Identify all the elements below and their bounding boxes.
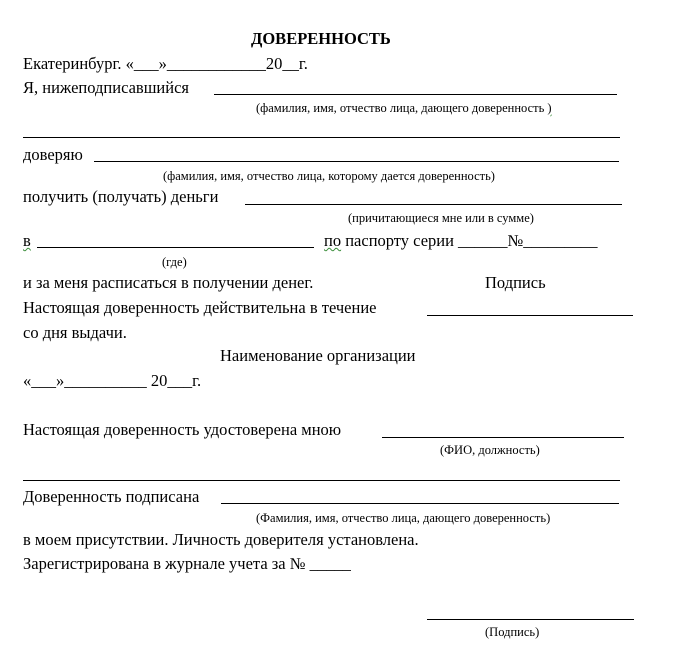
certifier-caption: (ФИО, должность) — [440, 443, 540, 457]
registered-line: Зарегистрирована в журнале учета за № _____ — [23, 554, 351, 573]
agent-caption: (фамилия, имя, отчество лица, которому дается доверенность) — [163, 169, 495, 183]
passport-po: по — [324, 231, 342, 250]
certifier-field-continued[interactable] — [23, 480, 620, 481]
signed-by-label: Доверенность подписана — [23, 487, 200, 506]
signature-label: Подпись — [485, 273, 546, 292]
certifier-field[interactable] — [382, 437, 624, 438]
undersigned-label: Я, нижеподписавшийся — [23, 78, 189, 97]
in-label: в — [23, 231, 31, 250]
presence-line: в моем присутствии. Личность доверителя установлена. — [23, 530, 419, 549]
signature-field[interactable] — [427, 619, 634, 620]
sign-for-me-line: и за меня расписаться в получении денег. — [23, 273, 314, 292]
place-caption: (где) — [162, 255, 187, 269]
place-field[interactable] — [37, 247, 314, 248]
receive-money-label: получить (получать) деньги — [23, 187, 219, 206]
grantor-name-field-continued[interactable] — [23, 137, 620, 138]
certified-label: Настоящая доверенность удостоверена мною — [23, 420, 342, 439]
signer-caption: (Фамилия, имя, отчество лица, дающего доверенность) — [256, 511, 551, 525]
validity-period-field[interactable] — [427, 315, 633, 316]
document-title: ДОВЕРЕННОСТЬ — [251, 29, 391, 48]
passport-line: по паспорту серии ______№_________ — [324, 231, 598, 250]
grantor-name-field[interactable] — [214, 94, 617, 95]
amount-caption: (причитающиеся мне или в сумме) — [348, 211, 534, 225]
trust-label: доверяю — [23, 145, 83, 164]
amount-field[interactable] — [245, 204, 622, 205]
signer-name-field[interactable] — [221, 503, 619, 504]
validity-label: Настоящая доверенность действительна в течение — [23, 298, 377, 317]
issue-date-line: «___»__________ 20___г. — [23, 371, 202, 390]
grantor-caption-end: ) — [547, 101, 552, 115]
city-date-line: Екатеринбург. «___»____________20__г. — [23, 54, 308, 73]
signature-caption: (Подпись) — [485, 625, 540, 639]
grantor-caption: (фамилия, имя, отчество лица, дающего доверенность ) — [256, 101, 552, 115]
from-issue-line: со дня выдачи. — [23, 323, 127, 342]
agent-name-field[interactable] — [94, 161, 619, 162]
organization-name-label: Наименование организации — [220, 346, 416, 365]
